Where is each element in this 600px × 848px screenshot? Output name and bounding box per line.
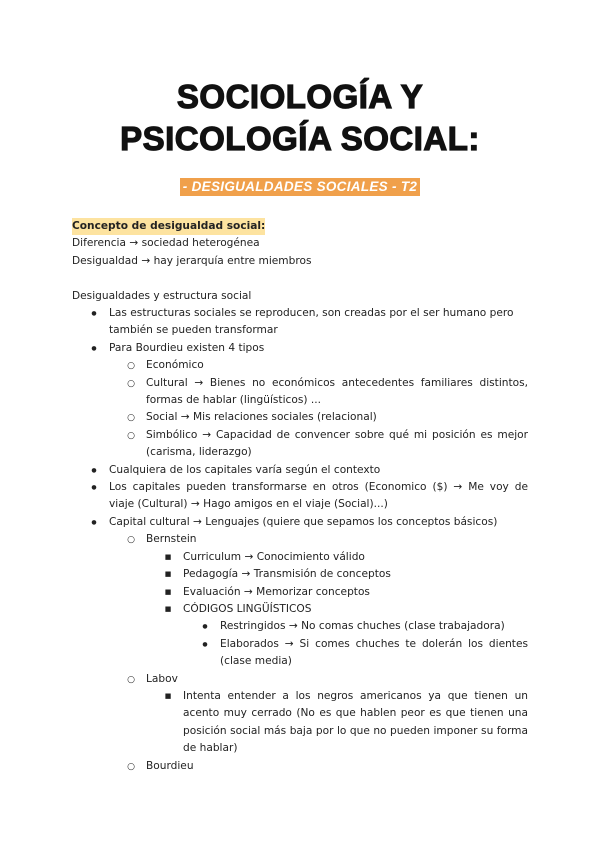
list-item-text: Intenta entender a los negros americanos ya que tienen un acento muy cerrado (No es que hablen peor es que tienen una posición social más baja por lo que no pueden imponer su forma de hablar) bbox=[183, 689, 528, 755]
list-item-text: Las estructuras sociales se reproducen, son creadas por el ser humano pero también se pueden transformar bbox=[109, 307, 514, 337]
list-item-text: Bernstein bbox=[146, 533, 197, 546]
list-item bbox=[146, 566, 528, 583]
list-item bbox=[72, 514, 528, 775]
list-item bbox=[72, 462, 528, 479]
spacer bbox=[72, 270, 528, 287]
list-item bbox=[109, 531, 528, 670]
subtitle-wrap bbox=[72, 176, 528, 196]
concepto-line-2: Desigualdad → hay jerarquía entre miembros bbox=[72, 254, 312, 267]
list-item bbox=[146, 584, 528, 601]
sub-list-codigos bbox=[183, 618, 528, 670]
disc-bullet-icon bbox=[88, 514, 100, 531]
content bbox=[72, 218, 528, 775]
bullet-list bbox=[72, 305, 528, 775]
disc-bullet-icon bbox=[88, 479, 100, 496]
list-item-text: Restringidos → No comas chuches (clase trabajadora) bbox=[220, 620, 505, 633]
disc-bullet-icon bbox=[199, 618, 211, 635]
list-item bbox=[109, 671, 528, 758]
list-item-text: Los capitales pueden transformarse en otros (Economico ($) → Me voy de viaje (Cultural) → Hago amigos en el viaje (Social)...) bbox=[109, 481, 528, 511]
square-bullet-icon bbox=[162, 688, 174, 705]
disc-bullet-icon bbox=[88, 462, 100, 479]
square-bullet-icon bbox=[162, 584, 174, 601]
square-bullet-icon bbox=[162, 549, 174, 566]
list-item bbox=[109, 427, 528, 462]
sub-list-autores bbox=[109, 531, 528, 775]
list-item-text: Económico bbox=[146, 359, 204, 372]
sub-list-bernstein bbox=[146, 549, 528, 671]
list-item bbox=[109, 357, 528, 374]
list-item bbox=[183, 636, 528, 671]
circle-bullet-icon bbox=[125, 409, 137, 427]
title-line-1: SOCIOLOGÍA Y bbox=[176, 78, 424, 115]
list-item-text: Evaluación → Memorizar conceptos bbox=[183, 585, 370, 598]
list-item bbox=[72, 479, 528, 514]
sub-list-capitales bbox=[109, 357, 528, 461]
list-item-text: Simbólico → Capacidad de convencer sobre qué mi posición es mejor (carisma, liderazgo) bbox=[146, 428, 528, 459]
estructura-heading: Desigualdades y estructura social bbox=[72, 289, 252, 302]
list-item-text: Cultural → Bienes no económicos antecedentes familiares distintos, formas de hablar (lingüísticos) ... bbox=[146, 376, 528, 407]
concepto-heading: Concepto de desigualdad social: bbox=[72, 218, 265, 235]
square-bullet-icon bbox=[162, 566, 174, 583]
list-item bbox=[146, 601, 528, 671]
subtitle-highlight: - DESIGUALDADES SOCIALES - T2 bbox=[180, 178, 420, 196]
circle-bullet-icon bbox=[125, 671, 137, 689]
circle-bullet-icon bbox=[125, 531, 137, 549]
list-item-text: Social → Mis relaciones sociales (relacional) bbox=[146, 411, 377, 424]
list-item bbox=[72, 340, 528, 462]
list-item bbox=[109, 375, 528, 410]
list-item-text: CÓDIGOS LINGÜÍSTICOS bbox=[183, 602, 312, 615]
list-item bbox=[109, 758, 528, 775]
list-item bbox=[183, 618, 528, 635]
concepto-heading-line bbox=[72, 218, 528, 235]
concepto-line-1: Diferencia → sociedad heterogénea bbox=[72, 237, 260, 250]
title-line-2: PSICOLOGÍA SOCIAL: bbox=[120, 120, 480, 157]
list-item-text: Cualquiera de los capitales varía según el contexto bbox=[109, 463, 381, 476]
circle-bullet-icon bbox=[125, 758, 137, 776]
list-item bbox=[109, 409, 528, 426]
list-item-text: Elaborados → Si comes chuches te dolerán los dientes (clase media) bbox=[220, 637, 528, 668]
disc-bullet-icon bbox=[88, 305, 100, 322]
list-item-text: Curriculum → Conocimiento válido bbox=[183, 550, 365, 563]
square-bullet-icon bbox=[162, 601, 174, 618]
list-item bbox=[146, 549, 528, 566]
list-item-text: Pedagogía → Transmisión de conceptos bbox=[183, 568, 391, 581]
list-item-text: Labov bbox=[146, 672, 178, 685]
circle-bullet-icon bbox=[125, 427, 137, 445]
list-item bbox=[146, 688, 528, 758]
circle-bullet-icon bbox=[125, 375, 137, 393]
list-item bbox=[72, 305, 528, 340]
list-item-text: Bourdieu bbox=[146, 759, 194, 772]
sub-list-labov bbox=[146, 688, 528, 758]
list-item-text: Para Bourdieu existen 4 tipos bbox=[109, 341, 265, 354]
page-title bbox=[72, 0, 528, 160]
circle-bullet-icon bbox=[125, 357, 137, 375]
disc-bullet-icon bbox=[199, 636, 211, 653]
disc-bullet-icon bbox=[88, 340, 100, 357]
list-item-text: Capital cultural → Lenguajes (quiere que sepamos los conceptos básicos) bbox=[109, 515, 498, 528]
